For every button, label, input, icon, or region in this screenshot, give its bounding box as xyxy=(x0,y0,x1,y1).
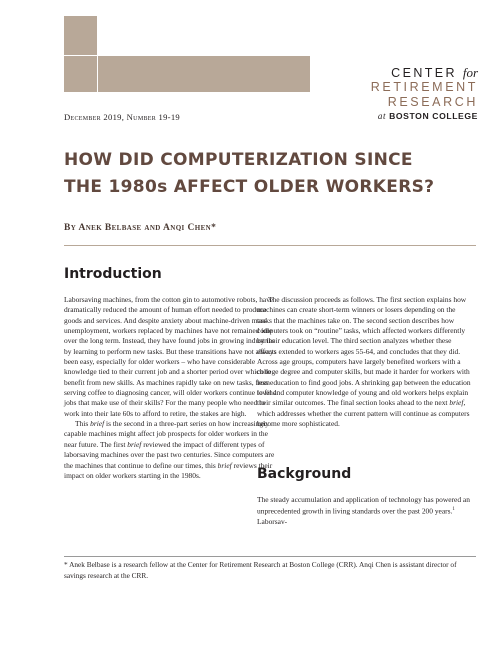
footnote-marker[interactable]: 1 xyxy=(452,507,455,513)
header-decoration-bar xyxy=(98,56,310,92)
author-byline: By Anek Belbase and Anqi Chen* xyxy=(64,223,217,233)
right-column xyxy=(257,295,471,429)
background-column xyxy=(257,495,471,528)
logo-line-1: CENTER for xyxy=(391,65,478,80)
issue-date-number: December 2019, Number 19-19 xyxy=(64,112,181,122)
logo-line-2: RETIREMENT xyxy=(370,80,478,94)
left-column xyxy=(64,295,278,481)
background-heading: Background xyxy=(257,466,352,482)
crr-logo xyxy=(328,66,478,122)
header-decoration-block xyxy=(64,56,97,92)
logo-line-4: at BOSTON COLLEGE xyxy=(377,111,478,121)
article-title: HOW DID COMPUTERIZATION SINCE THE 1980s AFFECT OLDER WORKERS? xyxy=(64,150,435,197)
intro-paragraph-1: Laborsaving machines, from the cotton gin to automotive robots, have dramatically reduced the amount of human effort needed to produce goods and services. And despite anxiety about machine-driven mass unemployment, workers replaced by machines have not remained idle over the long term. Instead, they have found jobs in growing industries by learning to perform new tasks. But these transitions have not always been easy, especially for older workers – who have considerable knowledge tied to their current job and a shorter period over which to benefit from new skills. As machines rapidly take on new tasks, from serving coffee to diagnosing cancer, will older workers continue to find jobs that make use of their skills? For the many people who need to work into their late 60s to afford to retire, the stakes are high. xyxy=(64,295,277,418)
intro-paragraph-2: This brief is the second in a three-part series on how increasingly capable machines might affect job prospects for older workers in the near future. The first brief reviewed the impact of different types of laborsaving machines over the past two centuries. Since computers are the machines that continue to define our times, this brief reviews their impact on older workers starting in the 1980s. xyxy=(64,419,275,480)
header-decoration-block xyxy=(64,16,97,55)
logo-line-3: RESEARCH xyxy=(387,95,478,109)
byline-divider xyxy=(64,245,476,246)
introduction-heading: Introduction xyxy=(64,266,162,282)
intro-paragraph-3: The discussion proceeds as follows. The first section explains how machines can create short-term winners or losers depending on the tasks that the machines take on. The second section describes how computers took on “routine” tasks, which affected workers differently by their education level. The third section analyzes whether these effects extended to workers ages 55-64, and concludes that they did. Across age groups, computers have largely benefited workers with a college degree and computer skills, but made it harder for workers with less education to find good jobs. A shrinking gap between the education level and computer knowledge of young and old workers helps explain their similar outcomes. The final section looks ahead to the next brief, which addresses whether the current pattern will continue as computers become more sophisticated. xyxy=(257,295,471,429)
footnote-divider xyxy=(64,556,476,557)
author-footnote: * Anek Belbase is a research fellow at the Center for Retirement Research at Boston College (CRR). Anqi Chen is assistant director of savings research at the CRR. xyxy=(64,560,457,580)
background-paragraph-1: The steady accumulation and application of technology has powered an unprecedented growth in living standards over the past 200 years.$^1$ Laborsav- xyxy=(257,495,470,527)
